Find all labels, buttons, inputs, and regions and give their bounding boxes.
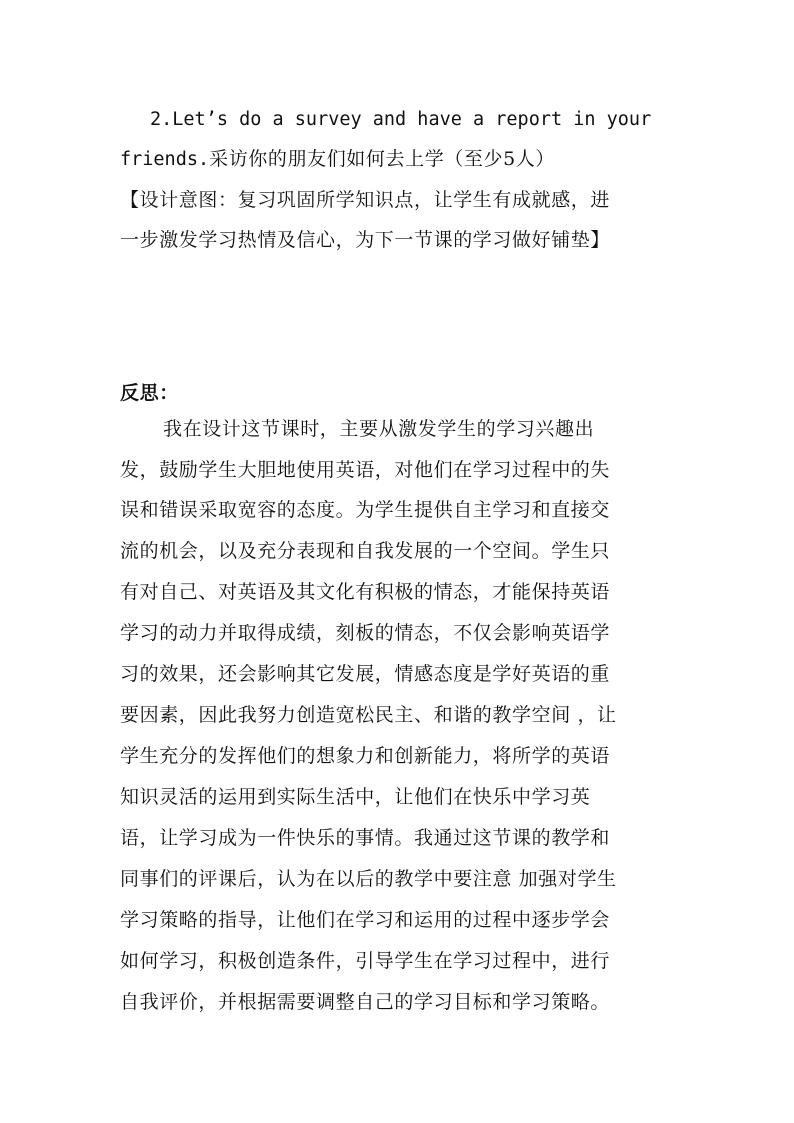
reflection-line: 学生充分的发挥他们的想象力和创新能力，将所学的英语 [120, 745, 611, 767]
design-intent-line-1: 【设计意图：复习巩固所学知识点，让学生有成就感，进 [120, 189, 611, 211]
reflection-line: 习的效果，还会影响其它发展，情感态度是学好英语的重 [120, 663, 611, 685]
reflection-line: 学习策略的指导，让他们在学习和运用的过程中逐步学会 [120, 909, 611, 931]
task-line-1: 2.Let’s do a survey and have a report in your [150, 109, 652, 130]
reflection-heading: 反思： [120, 382, 179, 404]
reflection-line: 我在设计这节课时，主要从激发学生的学习兴趣出 [163, 418, 595, 440]
reflection-line: 误和错误采取宽容的态度。为学生提供自主学习和直接交 [120, 499, 611, 521]
reflection-line: 语，让学习成为一件快乐的事情。我通过这节课的教学和 [120, 827, 611, 849]
reflection-line: 如何学习，积极创造条件，引导学生在学习过程中，进行 [120, 950, 611, 972]
task-line-2-chinese: 采访你的朋友们如何去上学（至少5人） [209, 148, 555, 170]
reflection-line: 发，鼓励学生大胆地使用英语，对他们在学习过程中的失 [120, 459, 611, 481]
reflection-line: 自我评价，并根据需要调整自己的学习目标和学习策略。 [120, 991, 611, 1013]
design-intent-line-2: 一步激发学习热情及信心，为下一节课的学习做好铺垫】 [120, 229, 611, 251]
reflection-line: 同事们的评课后，认为在以后的教学中要注意 加强对学生 [120, 868, 617, 890]
reflection-line: 有对自己、对英语及其文化有积极的情态，才能保持英语 [120, 581, 611, 603]
task-line-2 [120, 147, 555, 172]
reflection-line: 要因素，因此我努力创造宽松民主、和谐的教学空间 ，让 [120, 704, 617, 726]
reflection-line: 流的机会，以及充分表现和自我发展的一个空间。学生只 [120, 540, 611, 562]
reflection-line: 学习的动力并取得成绩，刻板的情态，不仅会影响英语学 [120, 622, 611, 644]
task-line-2-english: friends. [120, 149, 210, 170]
reflection-line: 知识灵活的运用到实际生活中，让他们在快乐中学习英 [120, 786, 591, 808]
